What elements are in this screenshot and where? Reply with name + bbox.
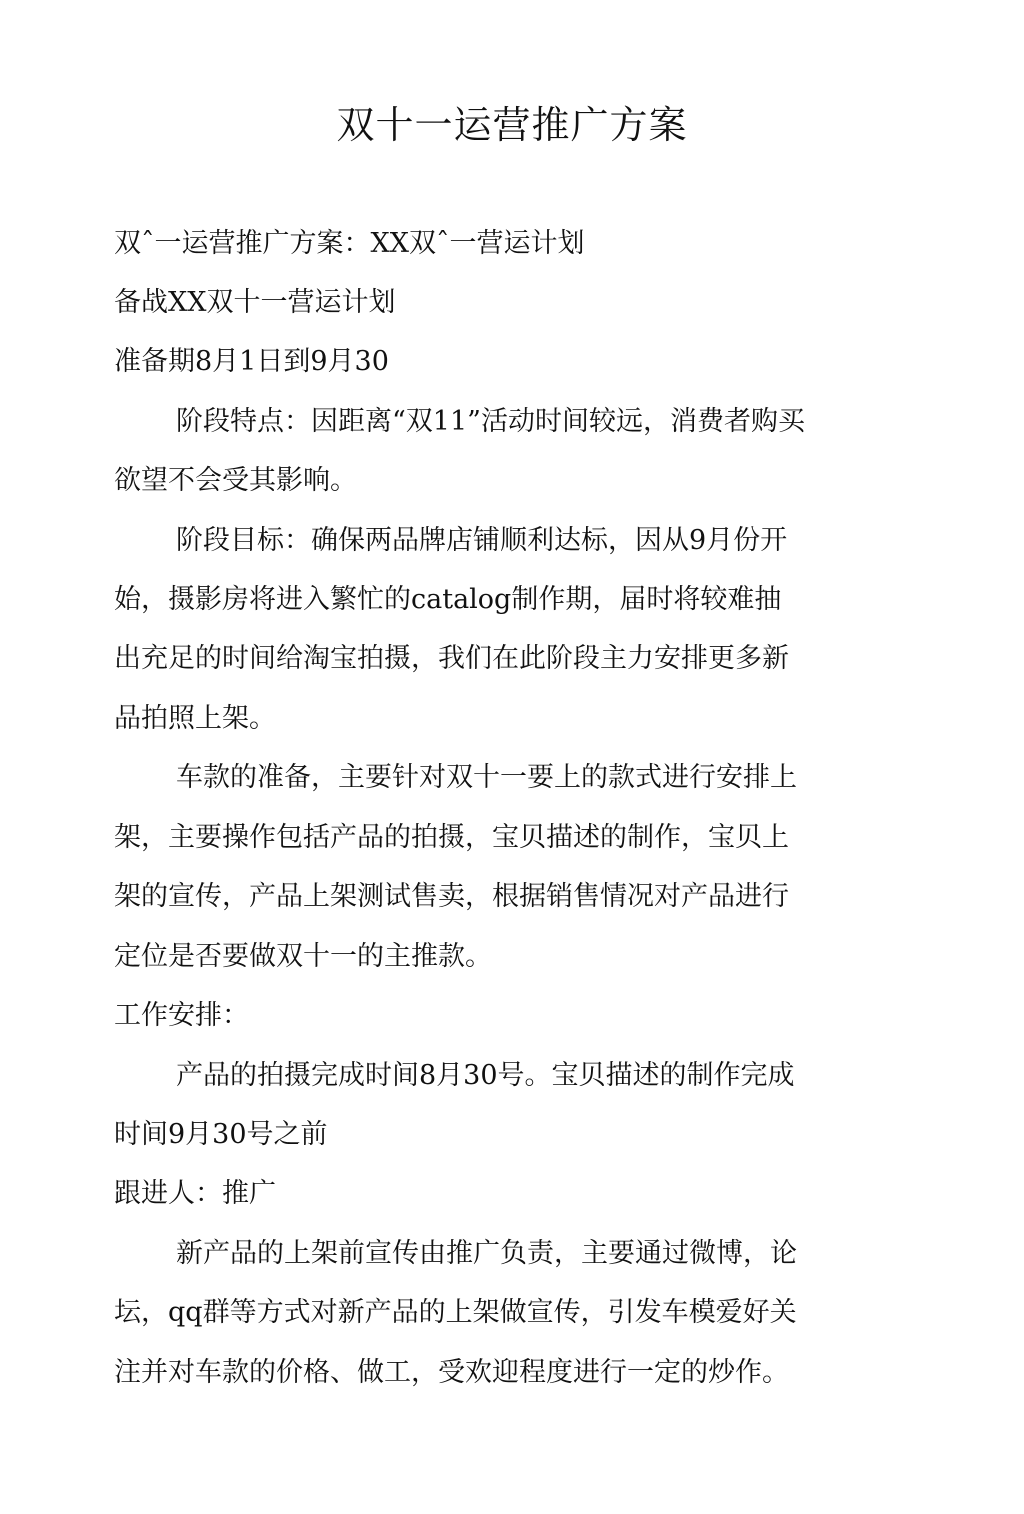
paragraph-line: 车款的准备，主要针对双十一要上的款式进行安排上: [176, 762, 797, 793]
subtitle-line: 双ˆ一运营推广方案：XX双ˆ一营运计划: [114, 228, 585, 259]
paragraph-line: 产品的拍摄完成时间8月30号。宝贝描述的制作完成: [176, 1060, 795, 1091]
paragraph-line: 架，主要操作包括产品的拍摄，宝贝描述的制作，宝贝上: [114, 822, 789, 853]
paragraph-line: 定位是否要做双十一的主推款。: [114, 941, 492, 972]
paragraph-line: 阶段特点：因距离“双11”活动时间较远，消费者购买: [176, 406, 805, 437]
paragraph-line: 欲望不会受其影响。: [114, 465, 357, 496]
paragraph-line: 阶段目标：确保两品牌店铺顺利达标，因从9月份开: [176, 525, 788, 556]
paragraph-line: 品拍照上架。: [114, 703, 276, 734]
paragraph-line: 架的宣传，产品上架测试售卖，根据销售情况对产品进行: [114, 881, 789, 912]
paragraph-line: 坛，qq群等方式对新产品的上架做宣传，引发车模爱好关: [114, 1297, 797, 1328]
document-title: 双十一运营推广方案: [336, 103, 688, 147]
paragraph-line: 时间9月30号之前: [114, 1119, 328, 1150]
paragraph-line: 新产品的上架前宣传由推广负责，主要通过微博，论: [176, 1238, 797, 1269]
paragraph-line: 始，摄影房将进入繁忙的catalog制作期，届时将较难抽: [114, 584, 782, 615]
paragraph-line: 出充足的时间给淘宝拍摄，我们在此阶段主力安排更多新: [114, 643, 789, 674]
period-line: 准备期8月1日到9月30: [114, 346, 389, 377]
section-heading: 跟进人：推广: [114, 1178, 276, 1209]
paragraph-line: 注并对车款的价格、做工，受欢迎程度进行一定的炒作。: [114, 1357, 789, 1388]
section-heading: 备战XX双十一营运计划: [114, 287, 396, 318]
section-heading: 工作安排：: [114, 1000, 249, 1031]
